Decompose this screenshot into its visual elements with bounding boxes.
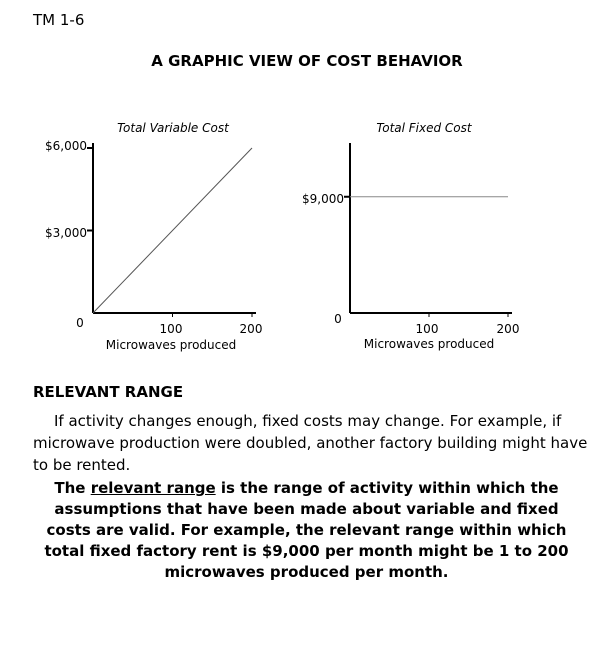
- relevant-range-paragraph-2: [44, 478, 569, 583]
- variable-cost-line: [93, 148, 252, 313]
- variable-x-tick-200: 200: [239, 322, 263, 336]
- charts-area: [0, 110, 614, 360]
- fixed-y-tick-9000: $9,000: [302, 192, 344, 206]
- variable-x-label: Microwaves produced: [105, 338, 237, 352]
- fixed-x-label: Microwaves produced: [363, 337, 495, 351]
- page-title: A GRAPHIC VIEW OF COST BEHAVIOR: [151, 52, 463, 70]
- relevant-range-term: relevant range: [90, 479, 216, 497]
- relevant-range-lead: The: [54, 479, 86, 497]
- fixed-cost-chart: [302, 121, 519, 351]
- variable-y-tick-0: 0: [76, 316, 84, 330]
- variable-x-tick-100: 100: [159, 322, 183, 336]
- relevant-range-paragraph-1: If activity changes enough, fixed costs may change. For example, if microwave production were doubled, another factory building might have to be rented.: [33, 412, 588, 474]
- variable-cost-title: Total Variable Cost: [117, 121, 229, 135]
- relevant-range-definition: is the range of activity within which the assumptions that have been made about variable and fixed costs are valid. For example, the relevant range within which total fixed factory rent is $9,000 per month might be 1 to 200 microwaves produced per month.: [44, 479, 569, 581]
- fixed-x-tick-200: 200: [496, 322, 520, 336]
- fixed-x-tick-100: 100: [415, 322, 439, 336]
- variable-y-tick-3000: $3,000: [45, 226, 87, 240]
- fixed-y-tick-0: 0: [334, 312, 342, 326]
- variable-cost-chart: [45, 121, 262, 352]
- variable-y-tick-6000: $6,000: [45, 139, 87, 153]
- relevant-range-heading: RELEVANT RANGE: [33, 383, 184, 401]
- fixed-cost-title: Total Fixed Cost: [376, 121, 472, 135]
- tm-label: TM 1-6: [33, 11, 85, 29]
